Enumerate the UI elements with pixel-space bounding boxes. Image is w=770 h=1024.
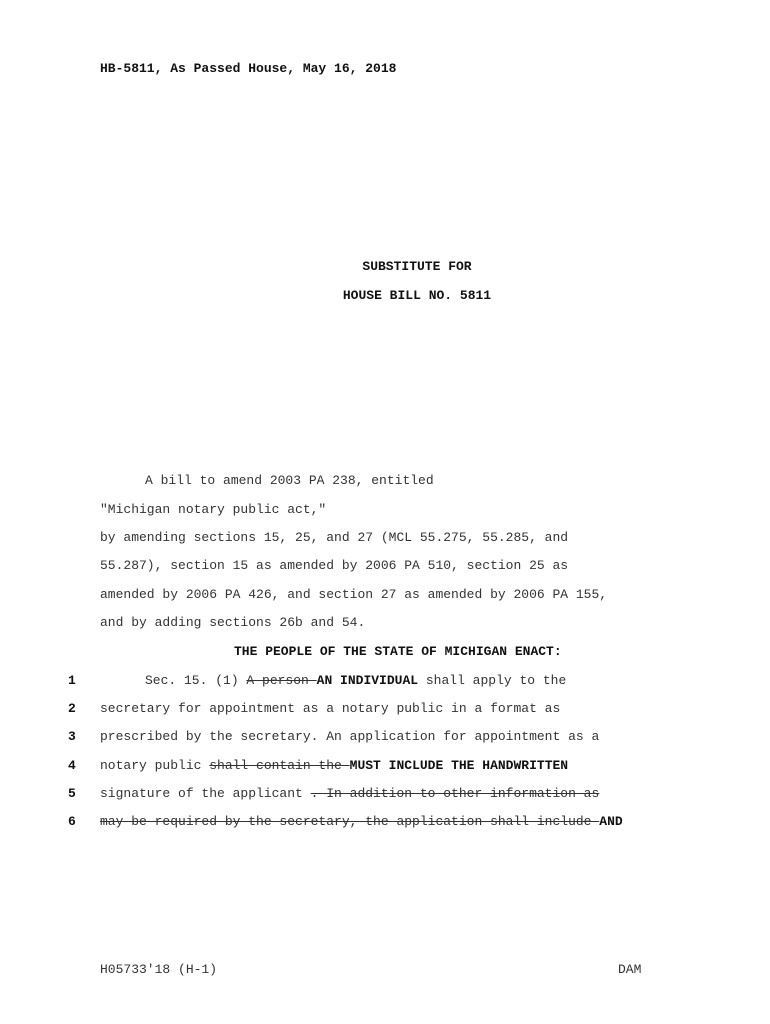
inserted-text: AN INDIVIDUAL — [316, 673, 419, 688]
bill-text-line-2: secretary for appointment as a notary public in a format as — [100, 701, 561, 716]
preamble-line-4: 55.287), section 15 as amended by 2006 PA 510, section 25 as — [100, 558, 569, 573]
bill-text-line-1 — [145, 673, 566, 689]
preamble-line-2: "Michigan notary public act," — [100, 502, 327, 517]
preamble-line-1: A bill to amend 2003 PA 238, entitled — [145, 473, 434, 488]
bill-text: shall apply to the — [418, 673, 567, 688]
line-number: 5 — [68, 786, 76, 801]
struck-text: shall contain the — [209, 758, 350, 773]
preamble-line-6: and by adding sections 26b and 54. — [100, 615, 366, 630]
line-number: 6 — [68, 814, 76, 829]
bill-status-header: HB-5811, As Passed House, May 16, 2018 — [100, 61, 397, 76]
bill-text-line-5 — [100, 786, 599, 802]
bill-text: signature of the applicant — [100, 786, 311, 801]
struck-text: may be required by the secretary, the application shall include — [100, 814, 600, 829]
preamble-line-5: amended by 2006 PA 426, and section 27 as amended by 2006 PA 155, — [100, 587, 608, 602]
bill-text-line-4 — [100, 758, 568, 774]
enacting-clause: THE PEOPLE OF THE STATE OF MICHIGAN ENACT: — [234, 644, 562, 659]
footer-document-code: H05733'18 (H-1) — [100, 962, 218, 977]
title-substitute-for: SUBSTITUTE FOR — [362, 259, 472, 274]
struck-text: A person — [246, 673, 317, 688]
title-house-bill-number: HOUSE BILL NO. 5811 — [342, 288, 492, 303]
bill-text: Sec. 15. (1) — [145, 673, 247, 688]
line-number: 2 — [68, 701, 76, 716]
inserted-text: AND — [599, 814, 623, 829]
line-number: 4 — [68, 758, 76, 773]
bill-text-line-3: prescribed by the secretary. An application for appointment as a — [100, 729, 600, 744]
preamble-line-3: by amending sections 15, 25, and 27 (MCL 55.275, 55.285, and — [100, 530, 569, 545]
line-number: 3 — [68, 729, 76, 744]
struck-text: . In addition to other information as — [310, 786, 600, 801]
footer-initials: DAM — [618, 962, 642, 977]
bill-text-line-6 — [100, 814, 623, 830]
inserted-text: MUST INCLUDE THE HANDWRITTEN — [349, 758, 569, 773]
line-number: 1 — [68, 673, 76, 688]
bill-text: notary public — [100, 758, 210, 773]
